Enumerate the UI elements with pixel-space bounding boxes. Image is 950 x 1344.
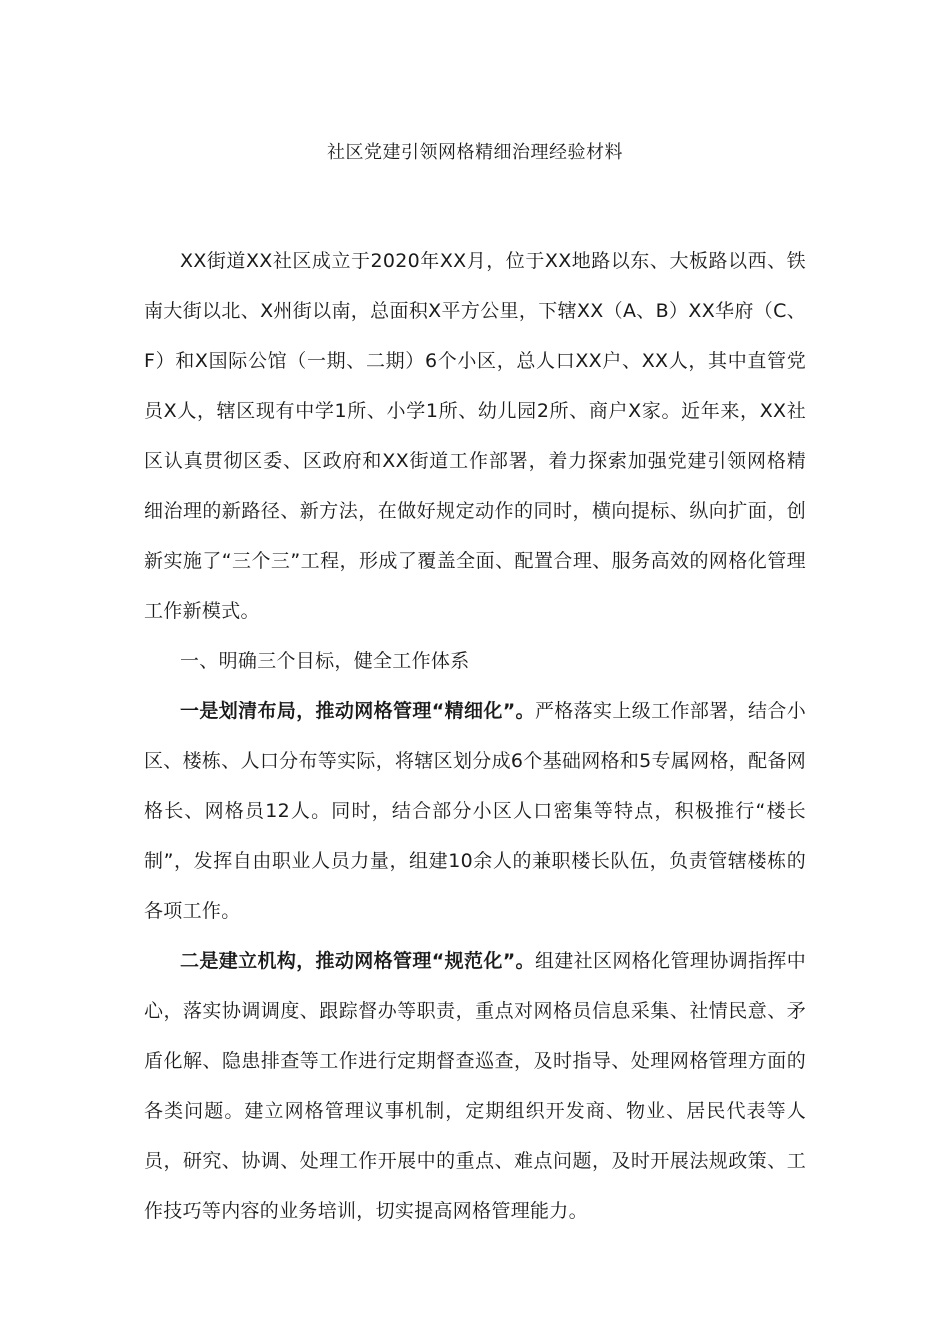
document-body: [144, 236, 806, 1236]
point-1-lead: 一是划清布局，推动网格管理“精细化”。: [180, 700, 535, 722]
point-2-body: 组建社区网格化管理协调指挥中心，落实协调调度、跟踪督办等职责，重点对网格员信息采集、社情民意、矛盾化解、隐患排查等工作进行定期督查巡查，及时指导、处理网格管理方面的各类问题。建立网格管理议事机制，定期组织开发商、物业、居民代表等人员，研究、协调、处理工作开展中的重点、难点问题，及时开展法规政策、工作技巧等内容的业务培训，切实提高网格管理能力。: [144, 950, 806, 1222]
document-title: 社区党建引领网格精细治理经验材料: [327, 142, 623, 163]
point-2-lead: 二是建立机构，推动网格管理“规范化”。: [180, 950, 535, 972]
section-heading: 一、明确三个目标，健全工作体系: [180, 650, 470, 672]
point-paragraph-1: [144, 686, 806, 936]
point-1-body: 严格落实上级工作部署，结合小区、楼栋、人口分布等实际，将辖区划分成6个基础网格和5专属网格，配备网格长、网格员12人。同时，结合部分小区人口密集等特点，积极推行“楼长制”，发挥自由职业人员力量，组建10余人的兼职楼长队伍，负责管辖楼栋的各项工作。: [144, 700, 806, 922]
point-paragraph-2: [144, 936, 806, 1236]
intro-paragraph: XX街道XX社区成立于2020年XX月，位于XX地路以东、大板路以西、铁南大街以北、X州街以南，总面积X平方公里，下辖XX（A、B）XX华府（C、F）和X国际公馆（一期、二期）6个小区，总人口XX户、XX人，其中直管党员X人，辖区现有中学1所、小学1所、幼儿园2所、商户X家。近年来，XX社区认真贯彻区委、区政府和XX街道工作部署，着力探索加强党建引领网格精细治理的新路径、新方法，在做好规定动作的同时，横向提标、纵向扩面，创新实施了“三个三”工程，形成了覆盖全面、配置合理、服务高效的网格化管理工作新模式。: [144, 250, 806, 622]
